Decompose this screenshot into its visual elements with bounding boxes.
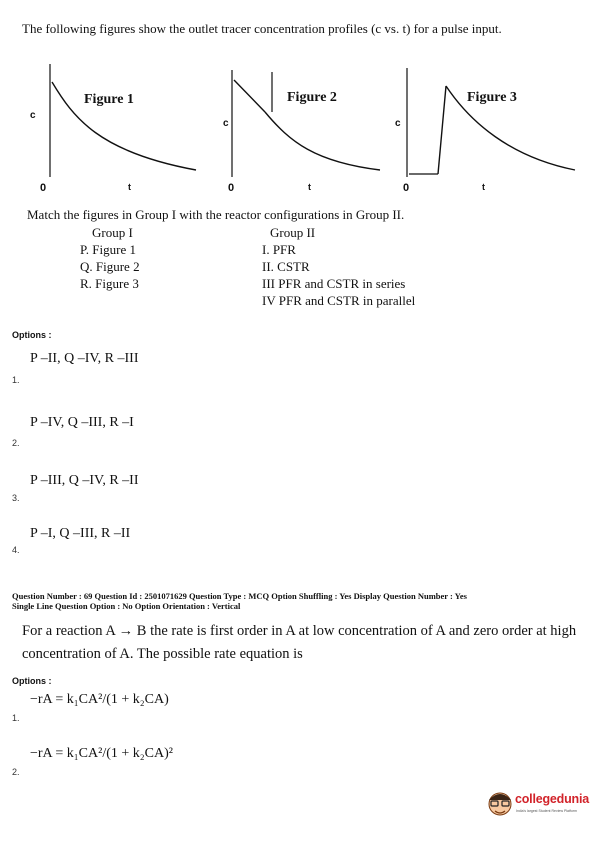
figure-2-origin-label: 0 <box>228 182 235 194</box>
group-1-item: Q. Figure 2 <box>80 259 140 274</box>
option-2-text[interactable]: P –IV, Q –III, R –I <box>30 415 134 430</box>
group-2-item: I. PFR <box>262 242 296 257</box>
option-4-number: 4. <box>12 545 20 555</box>
option-4-text[interactable]: P –I, Q –III, R –II <box>30 526 131 541</box>
options-label: Options : <box>12 330 52 340</box>
logo-tagline: India's largest Student Review Platform <box>516 809 577 813</box>
figure-2-label: Figure 2 <box>287 90 337 105</box>
group-2 <box>262 224 415 309</box>
figure-1-label: Figure 1 <box>84 92 134 107</box>
match-instruction: Match the figures in Group I with the reactor configurations in Group II. <box>27 207 405 222</box>
figure-2-x-axis-label: t <box>308 182 311 192</box>
figure-3-plot <box>400 62 580 202</box>
collegedunia-logo <box>486 788 590 824</box>
figure-3-label: Figure 3 <box>467 90 517 105</box>
option-1-number: 1. <box>12 375 20 385</box>
group-1-title: Group I <box>92 225 133 240</box>
figure-2-y-axis-label: c <box>223 118 229 129</box>
figure-1 <box>28 62 198 202</box>
figure-3-x-axis-label: t <box>482 182 485 192</box>
group-2-title: Group II <box>270 225 316 240</box>
q2-option-1-text[interactable]: −rA = k₁CA²/(1 + k₂CA) <box>30 692 169 707</box>
question-meta-line-2: Single Line Question Option : No Option Orientation : Vertical <box>12 601 241 611</box>
question-text: The following figures show the outlet tracer concentration profiles (c vs. t) for a pulse input. <box>22 21 502 36</box>
q2-option-2-text[interactable]: −rA = k₁CA²/(1 + k₂CA)² <box>30 746 173 761</box>
option-2-number: 2. <box>12 438 20 448</box>
figure-3-origin-label: 0 <box>403 182 410 194</box>
logo-wordmark: collegedunia <box>515 792 590 806</box>
group-2-item: IV PFR and CSTR in parallel <box>262 293 416 308</box>
figure-3-y-axis-label: c <box>395 118 401 129</box>
q2-option-2-number: 2. <box>12 767 20 777</box>
figure-2 <box>225 62 385 202</box>
figure-1-plot <box>28 62 198 202</box>
figure-1-x-axis-label: t <box>128 182 131 192</box>
option-3-text[interactable]: P –III, Q –IV, R –II <box>30 473 139 488</box>
question-2-text: For a reaction A → B the rate is first order in A at low concentration of A and zero order at high concentration of A. The possible rate equation is <box>22 623 577 662</box>
option-1-text[interactable]: P –II, Q –IV, R –III <box>30 351 139 366</box>
figure-2-plot <box>225 62 385 202</box>
options-label-q2: Options : <box>12 676 52 686</box>
option-3-number: 3. <box>12 493 20 503</box>
q2-option-1-number: 1. <box>12 713 20 723</box>
group-1-item: P. Figure 1 <box>80 242 136 257</box>
group-1 <box>80 224 140 292</box>
mascot-icon <box>486 790 514 820</box>
figure-1-y-axis-label: c <box>30 110 36 121</box>
group-2-item: II. CSTR <box>262 259 310 274</box>
figure-1-origin-label: 0 <box>40 182 47 194</box>
group-1-item: R. Figure 3 <box>80 276 139 291</box>
group-2-item: III PFR and CSTR in series <box>262 276 406 291</box>
question-meta-line-1: Question Number : 69 Question Id : 2501071629 Question Type : MCQ Option Shuffling : Yes Display Question Number : Yes <box>12 591 467 601</box>
figure-3 <box>395 62 580 202</box>
